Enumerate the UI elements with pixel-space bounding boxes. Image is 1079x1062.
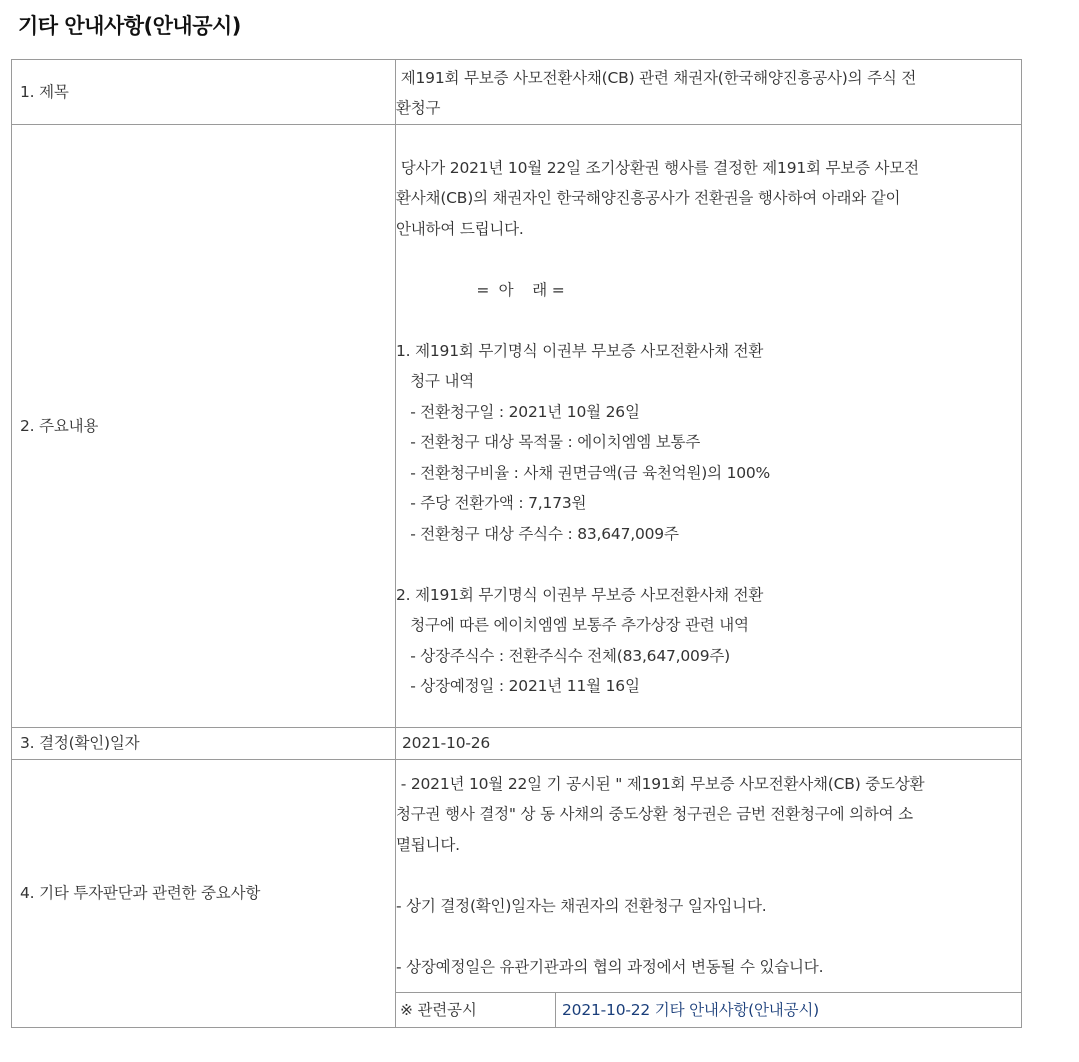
row-label-decision-date: 3. 결정(확인)일자 <box>12 728 396 760</box>
table-row <box>12 759 1022 992</box>
related-disclosure-cell <box>396 992 1022 1027</box>
table-row <box>12 60 1022 125</box>
row-content-other-matters <box>396 759 1022 992</box>
row-label-other-matters: 4. 기타 투자판단과 관련한 중요사항 <box>12 759 396 1027</box>
related-disclosure-table <box>396 993 1021 1027</box>
other-matters-text: - 2021년 10월 22일 기 공시된 " 제191회 무보증 사모전환사채(CB) 중도상환 청구권 행사 결정" 상 동 사채의 중도상환 청구권은 금번 전환청구에 의하여 소 멸됩니다. - 상기 결정(확인)일자는 채권자의 전환청구 일자입니다. - 상장예정일은 유관기관과의 협의 과정에서 변동될 수 있습니다. <box>396 774 925 976</box>
related-disclosure-link[interactable]: 2021-10-22 기타 안내사항(안내공시) <box>562 1000 819 1019</box>
row-content-title <box>396 60 1022 125</box>
main-content-text: 당사가 2021년 10월 22일 조기상환권 행사를 결정한 제191회 무보증 사모전 환사채(CB)의 채권자인 한국해양진흥공사가 전환권을 행사하여 아래와 같이 안내하여 드립니다. = 아 래 = 1. 제191회 무기명식 이권부 무보증 사모전환사채 전환 청구 내역 - 전환청구일 : 2021년 10월 26일 - 전환청구 대상 목적물 : 에이치엠엠 보통주 - 전환청구비율 : 사채 권면금액(금 육천억원)의 100% - 주당 전환가액 : 7,173원 - 전환청구 대상 주식수 : 83,647,009주 2. 제191회 무기명식 이권부 무보증 사모전환사채 전환 청구에 따른 에이치엠엠 보통주 추가상장 관련 내역 - 상장주식수 : 전환주식수 전체(83,647,009주) - 상장예정일 : 2021년 11월 16일 <box>396 158 919 695</box>
table-row <box>12 728 1022 760</box>
title-text: 제191회 무보증 사모전환사채(CB) 관련 채권자(한국해양진흥공사)의 주식 전 환청구 <box>396 68 917 117</box>
table-row <box>12 125 1022 728</box>
row-label-title: 1. 제목 <box>12 60 396 125</box>
related-disclosure-label: ※ 관련공시 <box>396 993 556 1027</box>
disclosure-table <box>11 59 1022 1028</box>
row-label-main-content: 2. 주요내용 <box>12 125 396 728</box>
row-content-decision-date <box>396 728 1022 760</box>
page-title: 기타 안내사항(안내공시) <box>18 14 241 38</box>
row-content-main <box>396 125 1022 728</box>
related-row <box>396 993 1021 1027</box>
decision-date-value: 2021-10-26 <box>402 734 491 752</box>
